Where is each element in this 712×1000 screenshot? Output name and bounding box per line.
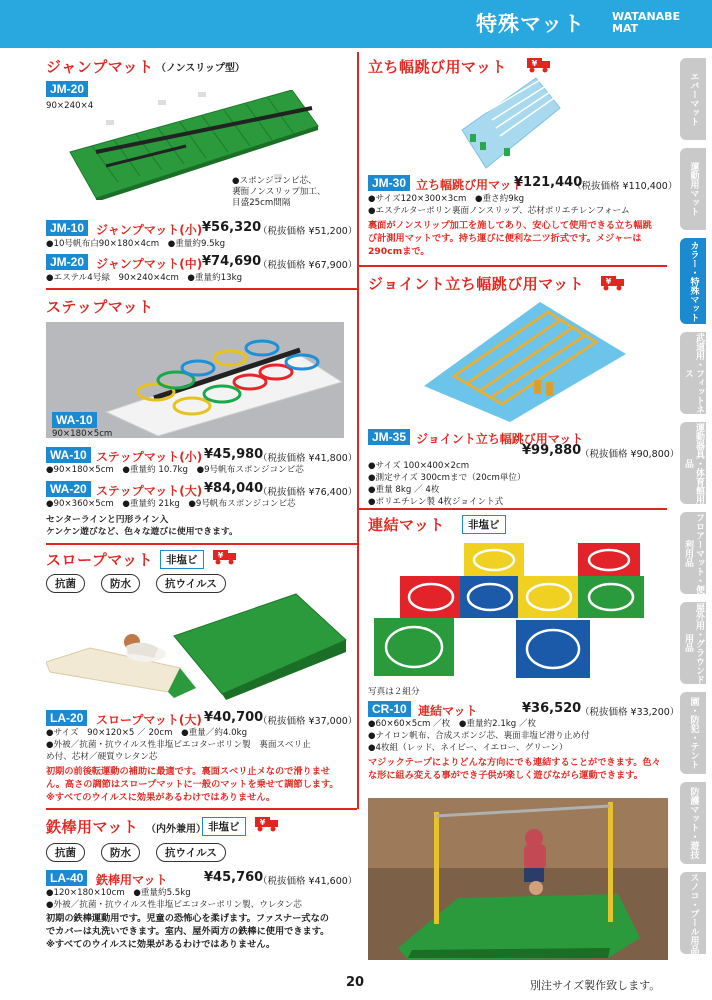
- wa10-spec: ●90×180×5cm ●重量約 10.7kg ●9号帆布スポンジコンビ芯: [46, 465, 304, 475]
- waterproof-pill: 防水: [101, 574, 140, 593]
- callout-line: 目盛25cm間隔: [232, 198, 291, 208]
- tab-color-special-mat[interactable]: カラー・特殊マット: [680, 238, 706, 324]
- bar-mat-title: 鉄棒用マット: [46, 818, 139, 836]
- spec-line: ●エステルターポリン裏面ノンスリップ、芯材ポリエチレンフォーム: [368, 206, 630, 216]
- note-line: 初期の前後転運動の補助に最適です。裏面スベリ止メなので滑りませ: [46, 766, 331, 777]
- joint-jump-image: [420, 298, 630, 424]
- jm30-tax: （税抜価格 ¥110,400）: [572, 181, 678, 192]
- section-rule: [357, 508, 667, 510]
- jm10-code: JM-10: [46, 220, 88, 236]
- tab-budo-fitness[interactable]: 武道用・フィットネス: [680, 332, 706, 414]
- jm20-code: JM-20: [46, 254, 88, 270]
- note-line: ※すべてのウイルスに効果があるわけではありません。: [46, 939, 276, 950]
- cr10-name: 連結マット: [418, 704, 478, 718]
- page-header: [0, 0, 712, 48]
- spec-line: ●外被／抗菌・抗ウイルス性非塩ビエコターポリン製 裏面スベリ止: [46, 740, 311, 750]
- note-line: ※すべてのウイルスに効果があるわけではありません。: [46, 792, 276, 803]
- waterproof-pill: 防水: [101, 843, 140, 862]
- spec-line: ●120×180×10cm ●重量約5.5kg: [46, 888, 191, 898]
- step-mat-title: ステップマット: [46, 298, 154, 316]
- wa20-tax: （税抜価格 ¥76,400）: [258, 487, 358, 498]
- wa20-code: WA-20: [46, 481, 91, 497]
- jm35-code: JM-35: [368, 429, 410, 445]
- jump-mat-image-code: JM-20: [46, 81, 88, 97]
- la40-price: ¥45,760: [204, 870, 264, 885]
- header-english: WATANABE MAT: [612, 10, 681, 35]
- antiviral-pill: 抗ウイルス: [156, 574, 226, 593]
- jump-mat-image-size: 90×240×4: [46, 101, 94, 111]
- spec-line: ●サイズ 90×120×5 ／ 20cm ●重量／約4.0kg: [46, 728, 248, 738]
- cr10-price: ¥36,520: [522, 701, 582, 716]
- tab-sunoko-pool[interactable]: スノコ・プール用品: [680, 872, 706, 954]
- note-line: でカバーは丸洗いできます。室内、屋外両方の鉄棒に使用できます。: [46, 926, 330, 937]
- jm30-price: ¥121,440: [514, 175, 583, 190]
- spec-line: ●サイズ 100×400×2cm: [368, 461, 470, 471]
- spec-line: ●サイズ120×300×3cm ●重さ約9kg: [368, 194, 525, 204]
- antibacterial-pill: 抗菌: [46, 843, 85, 862]
- jm35-name: ジョイント立ち幅跳び用マット: [416, 432, 584, 446]
- jm20-spec: ●エステル4号緑 90×240×4cm ●重量約13kg: [46, 273, 243, 283]
- delivery-truck-icon: [526, 55, 552, 73]
- standing-jump-note: [368, 219, 652, 258]
- spec-line: ●測定サイズ 300cmまで（20cm単位）: [368, 473, 526, 483]
- link-mat-image: [366, 540, 662, 682]
- step-mat-image-code: WA-10: [52, 412, 97, 428]
- jump-mat-title: ジャンプマット: [46, 58, 154, 76]
- antibacterial-pill: 抗菌: [46, 574, 85, 593]
- link-mat-photo-note: 写真は２組分: [368, 687, 420, 697]
- delivery-truck-icon: [254, 814, 280, 832]
- jm20-price: ¥74,690: [202, 254, 262, 269]
- svg-text:¥: ¥: [605, 277, 612, 286]
- link-mat-title: 連結マット: [368, 516, 445, 534]
- note-line: 290cmまで。: [368, 246, 430, 257]
- la20-name: スロープマット(大): [96, 713, 202, 727]
- jm35-tax: （税抜価格 ¥90,800）: [580, 449, 680, 460]
- jm30-code: JM-30: [368, 175, 410, 191]
- wa10-code: WA-10: [46, 447, 91, 463]
- slope-mat-title: スロープマット: [46, 551, 154, 569]
- standing-jump-title: 立ち幅跳び用マット: [368, 58, 507, 76]
- wa10-name: ステップマット(小): [96, 450, 203, 464]
- jm30-name: 立ち幅跳び用マット: [416, 178, 524, 192]
- svg-text:¥: ¥: [531, 59, 538, 68]
- jm35-price: ¥99,880: [522, 443, 582, 458]
- wa10-price: ¥45,980: [204, 447, 264, 462]
- section-rule: [357, 265, 667, 267]
- jump-mat-subtitle: （ノンスリップ型）: [156, 63, 245, 74]
- la40-spec: [46, 887, 302, 911]
- non-pvc-badge: 非塩ビ: [462, 515, 506, 534]
- jm10-name: ジャンプマット(小): [96, 223, 203, 237]
- spec-line: ●外被／抗菌・抗ウイルス性非塩ビエコターポリン製、ウレタン芯: [46, 900, 302, 910]
- note-line: 裏面がノンスリップ加工を施してあり、安心して使用できる立ち幅跳: [368, 220, 652, 231]
- note-line: ん。高さの調節はスロープマットに一般のマットを乗せて調節します。: [46, 779, 339, 790]
- tab-sports-mat[interactable]: 運動用マット: [680, 148, 706, 230]
- spec-line: ●ナイロン帆布、合成スポンジ芯、裏面非塩ビ滑り止め付: [368, 731, 590, 741]
- section-rule: [46, 543, 357, 545]
- jm35-spec: [368, 460, 526, 508]
- note-line: ケンケン遊びなど、色々な遊びに使用できます。: [46, 527, 238, 537]
- slope-mat-image: [46, 592, 350, 702]
- jm30-spec: [368, 193, 630, 217]
- spec-line: ●60×60×5cm ／枚 ●重量約2.1kg ／枚: [368, 719, 537, 729]
- svg-text:¥: ¥: [217, 551, 224, 560]
- jm20-name: ジャンプマット(中): [96, 257, 203, 271]
- tab-gym-equipment[interactable]: 運動器具・体育館用品: [680, 422, 706, 504]
- slope-mat-note: [46, 765, 339, 804]
- jm20-tax: （税抜価格 ¥67,900）: [258, 260, 358, 271]
- spec-line: め付、芯材／硬質ウレタン芯: [46, 752, 158, 762]
- column-divider: [357, 52, 359, 809]
- la20-code: LA-20: [46, 710, 87, 726]
- note-line: センターラインと円形ライン入: [46, 515, 169, 525]
- bar-mat-subtitle: （内外兼用）: [146, 824, 206, 835]
- step-mat-note: [46, 514, 238, 538]
- spec-line: ●4枚組（レッド、ネイビー、イエロー、グリーン）: [368, 743, 568, 753]
- la40-tax: （税抜価格 ¥41,600）: [258, 876, 358, 887]
- la20-tax: （税抜価格 ¥37,000）: [258, 716, 358, 727]
- callout-line: ●スポンジコンビ芯、: [232, 176, 317, 186]
- non-pvc-badge: 非塩ビ: [160, 550, 204, 569]
- section-rule: [46, 288, 357, 290]
- spec-line: ●ポリエチレン製 4枚ジョイント式: [368, 497, 504, 507]
- tab-ever-mat[interactable]: エバーマット: [680, 58, 706, 140]
- note-line: 初期の鉄棒運動用です。児童の恐怖心を柔げます。ファスナー式なの: [46, 913, 329, 924]
- wa20-name: ステップマット(大): [96, 484, 203, 498]
- page-number: 20: [346, 975, 365, 990]
- callout-line: 裏面ノンスリップ加工、: [232, 187, 326, 197]
- cr10-spec: [368, 718, 590, 754]
- wa20-price: ¥84,040: [204, 481, 264, 496]
- wa10-tax: （税抜価格 ¥41,800）: [258, 453, 358, 464]
- note-line: び計測用マットです。持ち運びに便利な二ツ折式です。メジャーは: [368, 233, 642, 244]
- standing-jump-image: [456, 72, 564, 170]
- wa20-spec: ●90×360×5cm ●重量約 21kg ●9号帆布スポンジコンビ芯: [46, 499, 296, 509]
- bar-mat-note: [46, 912, 329, 951]
- header-title: 特殊マット: [476, 12, 586, 36]
- delivery-truck-icon: [600, 273, 626, 291]
- joint-jump-title: ジョイント立ち幅跳び用マット: [368, 275, 585, 293]
- la40-name: 鉄棒用マット: [96, 873, 168, 887]
- note-line: マジックテープによりどんな方向にでも連結することができます。色々: [368, 757, 661, 768]
- tab-kindergarten[interactable]: 園・防犯・テント: [680, 692, 706, 774]
- bar-mat-photo: [368, 798, 668, 960]
- cr10-tax: （税抜価格 ¥33,200）: [580, 707, 680, 718]
- jump-mat-callout: [232, 176, 326, 209]
- la20-price: ¥40,700: [204, 710, 264, 725]
- la40-code: LA-40: [46, 870, 87, 886]
- jm10-spec: ●10号帆布白90×180×4cm ●重量約9.5kg: [46, 239, 226, 249]
- note-line: な形に組み変える事ができ子供が楽しく遊びながら運動できます。: [368, 770, 643, 781]
- antiviral-pill: 抗ウイルス: [156, 843, 226, 862]
- cr10-code: CR-10: [368, 701, 411, 717]
- delivery-truck-icon: [212, 547, 238, 565]
- tab-floor-mat[interactable]: フロアーマット・便利用品: [680, 512, 706, 594]
- link-mat-note: [368, 756, 661, 782]
- spec-line: ●重量 8kg ／ 4枚: [368, 485, 440, 495]
- svg-text:¥: ¥: [259, 818, 266, 827]
- jm10-price: ¥56,320: [202, 220, 262, 235]
- tab-protective-mat[interactable]: 防護マット・遊技: [680, 782, 706, 864]
- jm10-tax: （税抜価格 ¥51,200）: [258, 226, 358, 237]
- section-rule: [46, 808, 357, 810]
- tab-outdoor[interactable]: 屋外用・グラウンド用品: [680, 602, 706, 684]
- footer-note: 別注サイズ製作致します。: [530, 979, 661, 992]
- la20-spec: [46, 727, 311, 763]
- non-pvc-badge: 非塩ビ: [202, 817, 246, 836]
- step-mat-image-size: 90×180×5cm: [52, 429, 113, 439]
